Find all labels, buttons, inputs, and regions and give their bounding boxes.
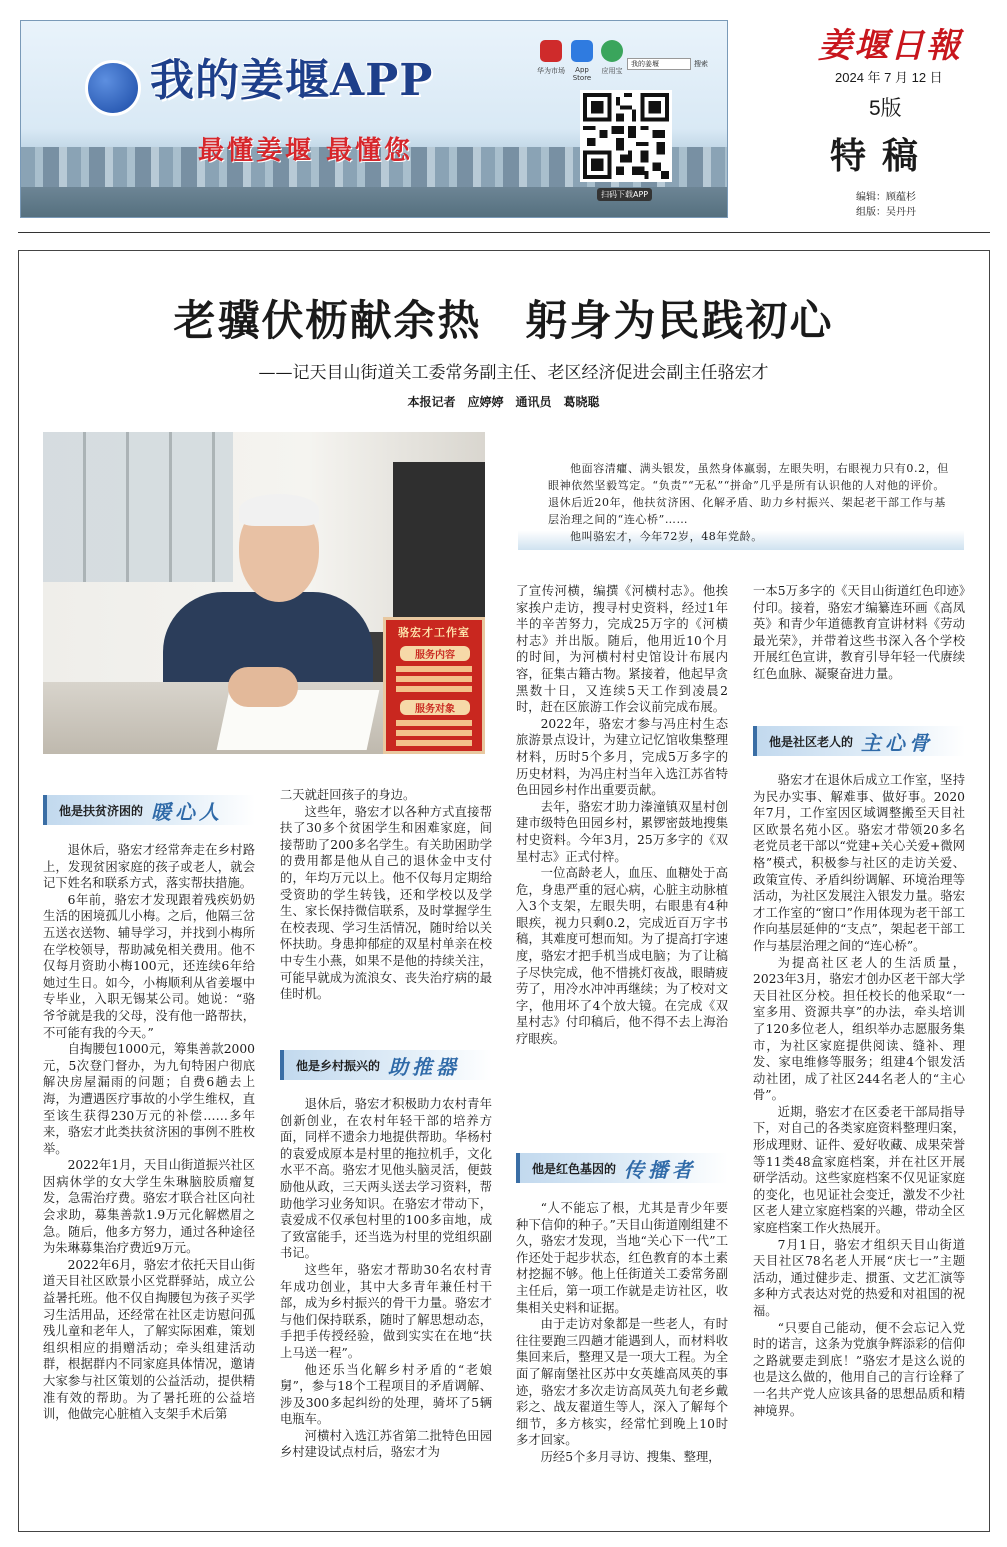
paragraph: 这些年，骆宏才以各种方式直接帮扶了30多个贫困学生和困难家庭，间接帮助了200多名学生。有关助困助学的费用都是他从自己的退休金中支付的，年均万元以上。他不仅每月定期给受资助的学生转钱，还和学校以及学生、家长保持微信联系，及时掌握学生在校表现、学习生活情况，随时给以关怀扶助。身患抑郁症的双星村单亲在校中专生小燕，如果不是他的持续关注，可能早就成为流浪女、丧失治疗病的最佳时机。 <box>280 804 492 1002</box>
paragraph: 了宣传河横，编撰《河横村志》。他挨家挨户走访，搜寻村史资料，经过1年半的辛苦努力，完成25万字的《河横村志》并出版。随后，他用近10个月的时间，为河横村村史馆设计布展内容，征集古籍古物。紧接着，他起早贪黑数十日，又连续5天工作到凌晨2时，赶在区旅游工作会议前完成布展。 <box>516 584 728 715</box>
subheading-prefix: 他是扶贫济困的 <box>59 803 144 818</box>
app-slogan: 最懂姜堰 最懂您 <box>198 136 414 166</box>
signboard-section-content: 服务内容 <box>400 646 470 661</box>
subheading-1 <box>43 795 255 825</box>
paragraph: 去年，骆宏才助力溱潼镇双星村创建市级特色田园乡村，累锣密鼓地搜集村史资料。今年3月，25万多字的《双星村志》正式付梓。 <box>516 799 728 864</box>
paragraph: 一本5万多字的《天目山街道红色印迹》付印。接着，骆宏才编纂连环画《高凤英》和青少年道德教育宣讲材料《劳动最光荣》，并带着这些书深入各个学校开展红色宣讲，教育引导年轻一代赓续红色血脉、凝聚奋进力量。 <box>753 584 965 681</box>
store-label-appstore: App Store <box>572 66 592 82</box>
paragraph: 河横村入选江苏省第二批特色田园乡村建设试点村后，骆宏才为 <box>280 1428 492 1460</box>
edition-number: 5版 <box>869 97 902 120</box>
newspaper-name: 姜堰日報 <box>818 26 962 66</box>
paragraph: 为提高社区老人的生活质量，2023年3月，骆宏才创办区老干部大学天目社区分校。担任校长的他采取“一室多用、资源共享”的办法，牵头培训了120多位老人，组织举办志愿服务集市，为社区家庭提供阅读、缝补、理发、家电维修等服务；组建4个银发活动社团，成了社区244名老人的“主心骨”。 <box>753 955 965 1103</box>
subheading-prefix: 他是社区老人的 <box>769 734 854 749</box>
paragraph: 2022年6月，骆宏才依托天目山街道天目社区欧景小区党群驿站，成立公益暑托班。他不仅自掏腰包为孩子买学习生活用品，还经常在社区走访慰问孤残儿童和老年人，了解实际困难，策划组织相应的捐赠活动；牵头组建活动群，根据群内不同家庭具体情况，邀请大家参与社区策划的公益活动，提供精准有效的帮助。为了暑托班的公益培训，他做完心脏植入支架手术后第 <box>43 1257 255 1422</box>
subheading-prefix: 他是乡村振兴的 <box>296 1058 381 1073</box>
column-1 <box>43 842 255 1423</box>
paragraph: 2022年，骆宏才参与冯庄村生态旅游景点设计，为建立记忆馆收集整理材料，历时5个多月，完成5万多字的历史材料，为冯庄村当年入选江苏省特色田园乡村作出重要贡献。 <box>516 716 728 798</box>
subheading-keyword: 暖心人 <box>151 799 224 824</box>
article-lede <box>518 452 964 550</box>
lede-paragraph: 他面容清癯、满头银发，虽然身体羸弱，左眼失明，右眼视力只有0.2，但眼神依然坚毅笃定。“负责”“无私”“拼命”几乎是所有认识他的人对他的评价。退休后近20年，他扶贫济困、化解矛盾、助力乡村振兴、架起老干部工作与基层治理之间的“连心桥”…… <box>548 462 949 526</box>
yingyongbao-icon[interactable] <box>601 40 623 62</box>
qr-code-icon <box>583 93 669 179</box>
paragraph: “人不能忘了根，尤其是青少年要种下信仰的种子。”天目山街道刚组建不久，骆宏才发现，当地“关心下一代”工作还处于起步状态，红色教育的本土素材挖掘不够。他上任街道关工委常务副主任后，第一项工作就是走访社区，收集相关史料和证据。 <box>516 1201 728 1315</box>
qr-code[interactable] <box>580 90 672 182</box>
editor-credit: 编辑：顾蕴杉 <box>856 192 916 203</box>
store-label-yingyongbao: 应用宝 <box>601 67 623 75</box>
subheading-2 <box>280 1050 492 1080</box>
signboard-title: 骆宏才工作室 <box>398 626 470 639</box>
paragraph: 退休后，骆宏才经常奔走在乡村路上，发现贫困家庭的孩子或老人，就会记下姓名和联系方式，落实帮扶措施。 <box>43 843 255 891</box>
app-logo-icon <box>85 60 141 116</box>
column-4-bottom <box>753 772 965 1419</box>
column-3-top <box>516 583 728 1048</box>
paragraph: “只要自己能动，便不会忘记入党时的诺言，这条为党旗争辉添彩的信仰之路就要走到底！”骆宏才是这么说的也是这么做的，他用自己的言行诠释了一名共产党人应该具备的思想品质和精神境界。 <box>753 1320 965 1418</box>
app-store-icon[interactable] <box>571 40 593 62</box>
section-title: 特稿 <box>830 135 935 177</box>
column-4-top <box>753 583 965 683</box>
paragraph: 这些年，骆宏才帮助30名农村青年成功创业，其中大多青年兼任村干部，成为乡村振兴的骨干力量。骆宏才与他们保持联系，随时了解思想动态，手把手传授经验，做到实实在在地“扶上马送一程”。 <box>280 1262 492 1360</box>
paragraph: 7月1日，骆宏才组织天目山街道天目社区78名老人开展“庆七一”主题活动，通过健步走、掼蛋、文艺汇演等多种方式表达对党的热爱和对祖国的祝福。 <box>753 1237 965 1318</box>
paragraph: 退休后，骆宏才积极助力农村青年创新创业，在农村年轻干部的培养方面，同样不遗余力地提供帮助。华杨村的袁爱成原本是村里的拖拉机手，文化水平不高。骆宏才见他头脑灵活，便鼓励他从政，三天两头送去学习资料，帮助他学习业务知识。在骆宏才带动下，袁爱成不仅承包村里的100多亩地，成了致富能手，还当选为村里的党组织副书记。 <box>280 1097 492 1261</box>
subheading-keyword: 传播者 <box>624 1157 697 1182</box>
column-3-bottom <box>516 1200 728 1466</box>
paragraph: 2022年1月，天目山街道振兴社区因病休学的女大学生朱琳脑胶质瘤复发，急需治疗费。骆宏才联合社区向社会求助，募集善款1.9万元化解燃眉之急。随后，他多方努力，通过各种途径为朱琳募集治疗费近9万元。 <box>43 1158 255 1256</box>
paragraph: 6年前，骆宏才发现跟着残疾奶奶生活的困境孤儿小梅。之后，他隔三岔五送衣送物、辅导学习，并找到小梅所在学校领导，帮助减免相关费用。他不仅每月资助小梅100元，还连续6年给她过生日。如今，小梅顺利从省姜堰中专毕业，入职无锡某公司。她说：“骆爷爷就是我的父母，没有他一路帮扶，不可能有我的今天。” <box>43 892 255 1040</box>
paragraph: 他还乐当化解乡村矛盾的“老娘舅”，参与18个工程项目的矛盾调解、涉及300多起纠纷的处理，骑坏了5辆电瓶车。 <box>280 1362 492 1427</box>
article-photo <box>43 432 485 754</box>
paragraph: 近期，骆宏才在区委老干部局指导下，对自己的各类家庭资料整理归案，形成理财、证件、爱好收藏、成果荣誉等11类48盒家庭档案，并在社区开展研学活动。这些家庭档案不仅见证家庭的变化，也见证社会变迁，激发不少社区老人建立家庭档案的兴趣，带动全区家庭档案工作火热展开。 <box>753 1104 965 1236</box>
signboard-section-target: 服务对象 <box>400 700 470 715</box>
subheading-keyword: 主心骨 <box>861 730 934 755</box>
studio-signboard <box>383 617 485 754</box>
search-label[interactable]: 搜索 <box>694 60 708 68</box>
huawei-market-icon[interactable] <box>540 40 562 62</box>
paragraph: 由于走访对象都是一些老人，有时往往要跑三四趟才能遇到人，而材料收集回来后，整理又是一项大工程。为全面了解南堡社区苏中女英雄高凤英的事迹，骆宏才多次走访高凤英九旬老乡戴彩之、战友翟道生等人，深入了解每个细节，多方核实，经常忙到晚上10时多才回家。 <box>516 1317 728 1448</box>
subheading-4 <box>753 726 965 756</box>
article-headline: 老骥伏枥献余热 躬身为民践初心 <box>173 296 834 345</box>
header-divider <box>18 232 990 233</box>
paragraph: 骆宏才在退休后成立工作室，坚持为民办实事、解难事、做好事。2020年7月，工作室因区域调整搬至天目社区欧景名苑小区。骆宏才带领20多名老党员老干部以“党建+关心关爱+微网格”模式，积极参与社区的走访关爱、政策宣传、矛盾纠纷调解、环境治理等活动，为社区发展注入银发力量。骆宏才工作室的“窗口”作用体现为老干部工作向基层延伸的“支点”，架起老干部工作与基层治理之间的“连心桥”。 <box>753 773 965 953</box>
layout-credit: 组版：吴丹丹 <box>856 207 916 218</box>
article-subheadline: ——记天目山街道关工委常务副主任、老区经济促进会副主任骆宏才 <box>258 363 769 383</box>
lede-paragraph: 他叫骆宏才，今年72岁，48年党龄。 <box>570 530 763 543</box>
search-input[interactable]: 我的姜堰 <box>627 58 691 70</box>
qr-download-label: 扫码下载APP <box>597 188 652 201</box>
paragraph: 二天就赶回孩子的身边。 <box>280 788 416 802</box>
column-2-bottom <box>280 1096 492 1461</box>
paragraph: 历经5个多月寻访、搜集、整理， <box>540 1449 721 1464</box>
paragraph: 自掏腰包1000元，筹集善款2000元，5次登门督办，为九旬特困户彻底解决房屋漏雨的问题；自费6趟去上海，为遭遇医疗事故的小学生维权，直至该生获得230万元的补偿……多年来，骆宏才此类扶贫济困的事例不胜枚举。 <box>43 1042 255 1156</box>
app-title: 我的姜堰APP <box>150 55 434 106</box>
subheading-3 <box>516 1153 728 1183</box>
paragraph: 一位高龄老人，血压、血糖处于高危，身患严重的冠心病，心脏主动脉植入3个支架，左眼失明，右眼患有4种眼疾，视力只剩0.2，完成近百万字书稿，其难度可想而知。为了提高打字速度，骆宏才把手机当成电脑；为了让稿子尽快完成，他不惜挑灯夜战，眼睛疲劳了，用冷水冲冲再继续；为了校对文字，他用坏了4个放大镜。在完成《双星村志》付印稿后，他不得不去上海治疗眼疾。 <box>516 866 728 1047</box>
subheading-prefix: 他是红色基因的 <box>532 1161 617 1176</box>
subheading-keyword: 助推器 <box>388 1054 461 1079</box>
article-byline: 本报记者 应婷婷 通讯员 葛晓聪 <box>407 395 600 409</box>
store-label-huawei: 华为市场 <box>537 67 565 75</box>
issue-date: 2024 年 7 月 12 日 <box>835 70 943 85</box>
column-2-top <box>280 787 492 1003</box>
